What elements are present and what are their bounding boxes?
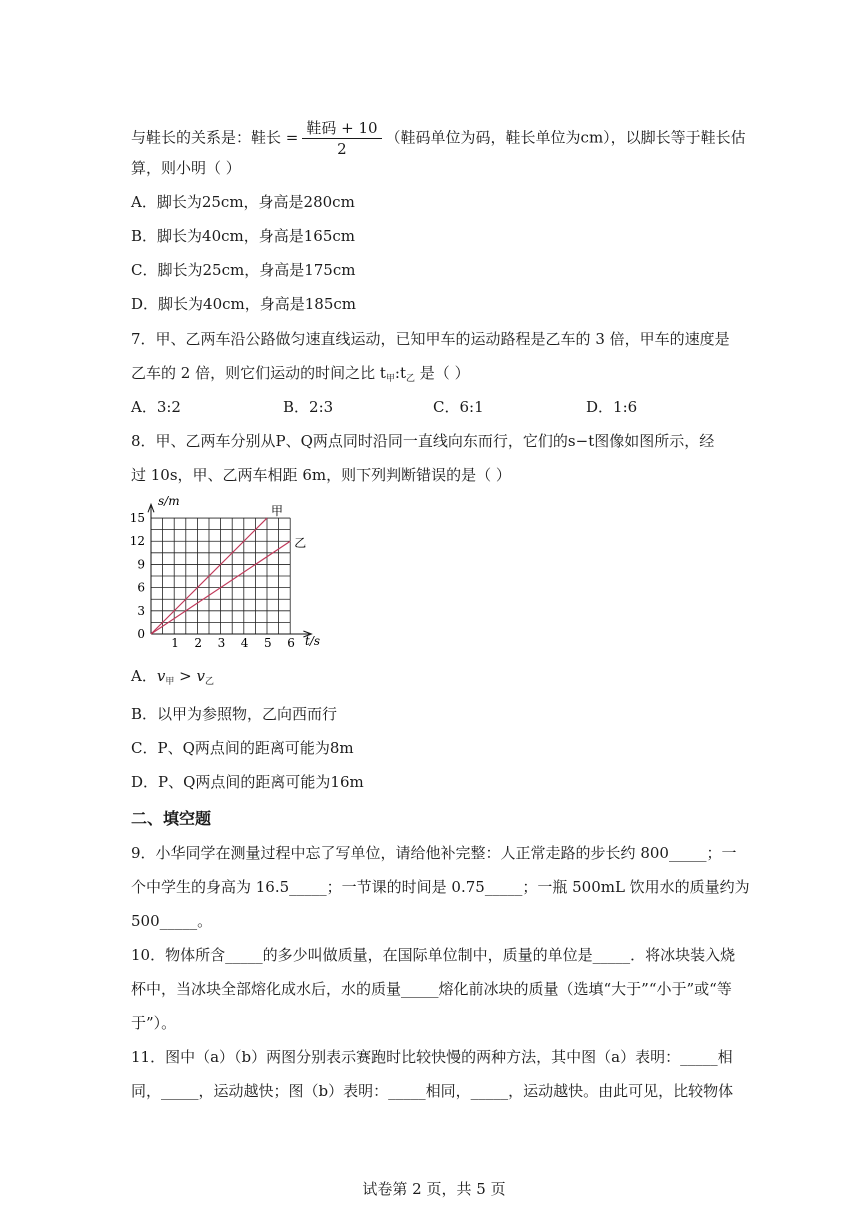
chart-axes: [148, 504, 311, 637]
fraction-numerator: 鞋码 + 10: [302, 118, 381, 139]
q8-option-c: C．P、Q两点间的距离可能为8m: [131, 739, 354, 757]
y-tick-label: 0: [137, 627, 145, 641]
subscript-jia: 甲: [385, 374, 395, 384]
q11-line2: 同，_____，运动越快；图（b）表明：_____相同，_____，运动越快。由此可见，比较物体: [131, 1082, 734, 1100]
y-tick-label: 3: [137, 603, 145, 618]
x-tick-label: 4: [240, 636, 249, 650]
velocity-symbol-1: v: [156, 667, 166, 685]
q6-option-d: D．脚长为40cm，身高是185cm: [131, 295, 356, 313]
q6-line1-prefix: 与鞋长的关系是：鞋长 =: [131, 128, 299, 147]
chart-tick-labels: [130, 511, 295, 650]
q9-line2: 个中学生的身高为 16.5_____；一节课的时间是 0.75_____；一瓶 500mL 饮用水的质量约为: [131, 878, 750, 896]
q10-line2: 杯中，当冰块全部熔化成水后，水的质量_____熔化前冰块的质量（选填“大于”“小于”或“等: [131, 980, 732, 998]
q6-line1-suffix: （鞋码单位为码，鞋长单位为cm），以脚长等于鞋长估: [385, 128, 746, 147]
q9-line1: 9．小华同学在测量过程中忘了写单位，请给他补完整：人正常走路的步长约 800_____；一: [131, 844, 737, 862]
y-tick-label: 9: [137, 557, 145, 572]
series-label-jia: 甲: [271, 504, 284, 519]
q7-line2: [131, 363, 470, 389]
q9-line3: 500_____。: [131, 912, 213, 930]
q6-option-a: A．脚长为25cm，身高是280cm: [131, 193, 355, 211]
greater-than-sign: >: [179, 667, 192, 685]
page-footer: 试卷第 2 页，共 5 页: [362, 1180, 506, 1198]
q8-option-d: D．P、Q两点间的距离可能为16m: [131, 773, 364, 791]
y-tick-label: 12: [129, 534, 145, 549]
velocity-subscript-jia: 甲: [165, 677, 175, 687]
x-axis-label: t/s: [305, 634, 321, 648]
ratio-colon: :t: [394, 364, 406, 382]
q7-option-a: A．3:2: [131, 398, 181, 416]
x-tick-label: 5: [264, 636, 272, 650]
x-tick-label: 3: [217, 636, 226, 650]
q7-line2-suffix: 是（ ）: [419, 364, 470, 382]
q7-option-b: B．2:3: [283, 398, 334, 416]
q6-option-b: B．脚长为40cm，身高是165cm: [131, 227, 355, 245]
x-tick-label: 1: [171, 636, 179, 650]
y-axis-label: s/m: [158, 495, 180, 508]
q8-option-b: B．以甲为参照物，乙向西而行: [131, 705, 338, 723]
q6-line1: [131, 118, 746, 159]
y-tick-label: 6: [137, 580, 145, 595]
q10-line3: 于”）。: [131, 1014, 177, 1032]
q7-line1: 7．甲、乙两车沿公路做匀速直线运动，已知甲车的运动路程是乙车的 3 倍，甲车的速度是: [131, 330, 730, 348]
shoe-length-fraction: [302, 118, 381, 159]
q6-line2: 算，则小明（ ）: [131, 159, 241, 177]
section-heading-fill-in: 二、填空题: [131, 809, 212, 828]
series-label-yi: 乙: [294, 536, 307, 551]
x-tick-label: 6: [287, 636, 295, 650]
y-tick-label: 15: [129, 511, 145, 526]
q7-line2-prefix: 乙车的 2 倍，则它们运动的时间之比 t: [131, 364, 386, 382]
velocity-symbol-2: v: [196, 667, 205, 685]
q10-line1: 10．物体所含_____的多少叫做质量，在国际单位制中，质量的单位是_____．将冰块装入烧: [131, 946, 736, 964]
velocity-subscript-yi: 乙: [204, 677, 214, 687]
s-t-chart: [125, 495, 345, 655]
fraction-denominator: 2: [337, 140, 347, 158]
x-tick-label: 2: [194, 636, 203, 650]
chart-grid: [151, 518, 290, 634]
q8-option-a: [131, 666, 214, 692]
q7-option-c: C．6:1: [433, 398, 484, 416]
q8-line2: 过 10s，甲、乙两车相距 6m，则下列判断错误的是（ ）: [131, 466, 511, 484]
q8-line1: 8．甲、乙两车分别从P、Q两点同时沿同一直线向东而行，它们的s−t图像如图所示，经: [131, 432, 715, 450]
q7-option-d: D．1:6: [586, 398, 638, 416]
option-a-letter: A．: [131, 667, 157, 685]
subscript-yi: 乙: [406, 374, 416, 384]
q11-line1: 11．图中（a）（b）两图分别表示赛跑时比较快慢的两种方法，其中图（a）表明：_____相: [131, 1048, 733, 1066]
q6-option-c: C．脚长为25cm，身高是175cm: [131, 261, 356, 279]
